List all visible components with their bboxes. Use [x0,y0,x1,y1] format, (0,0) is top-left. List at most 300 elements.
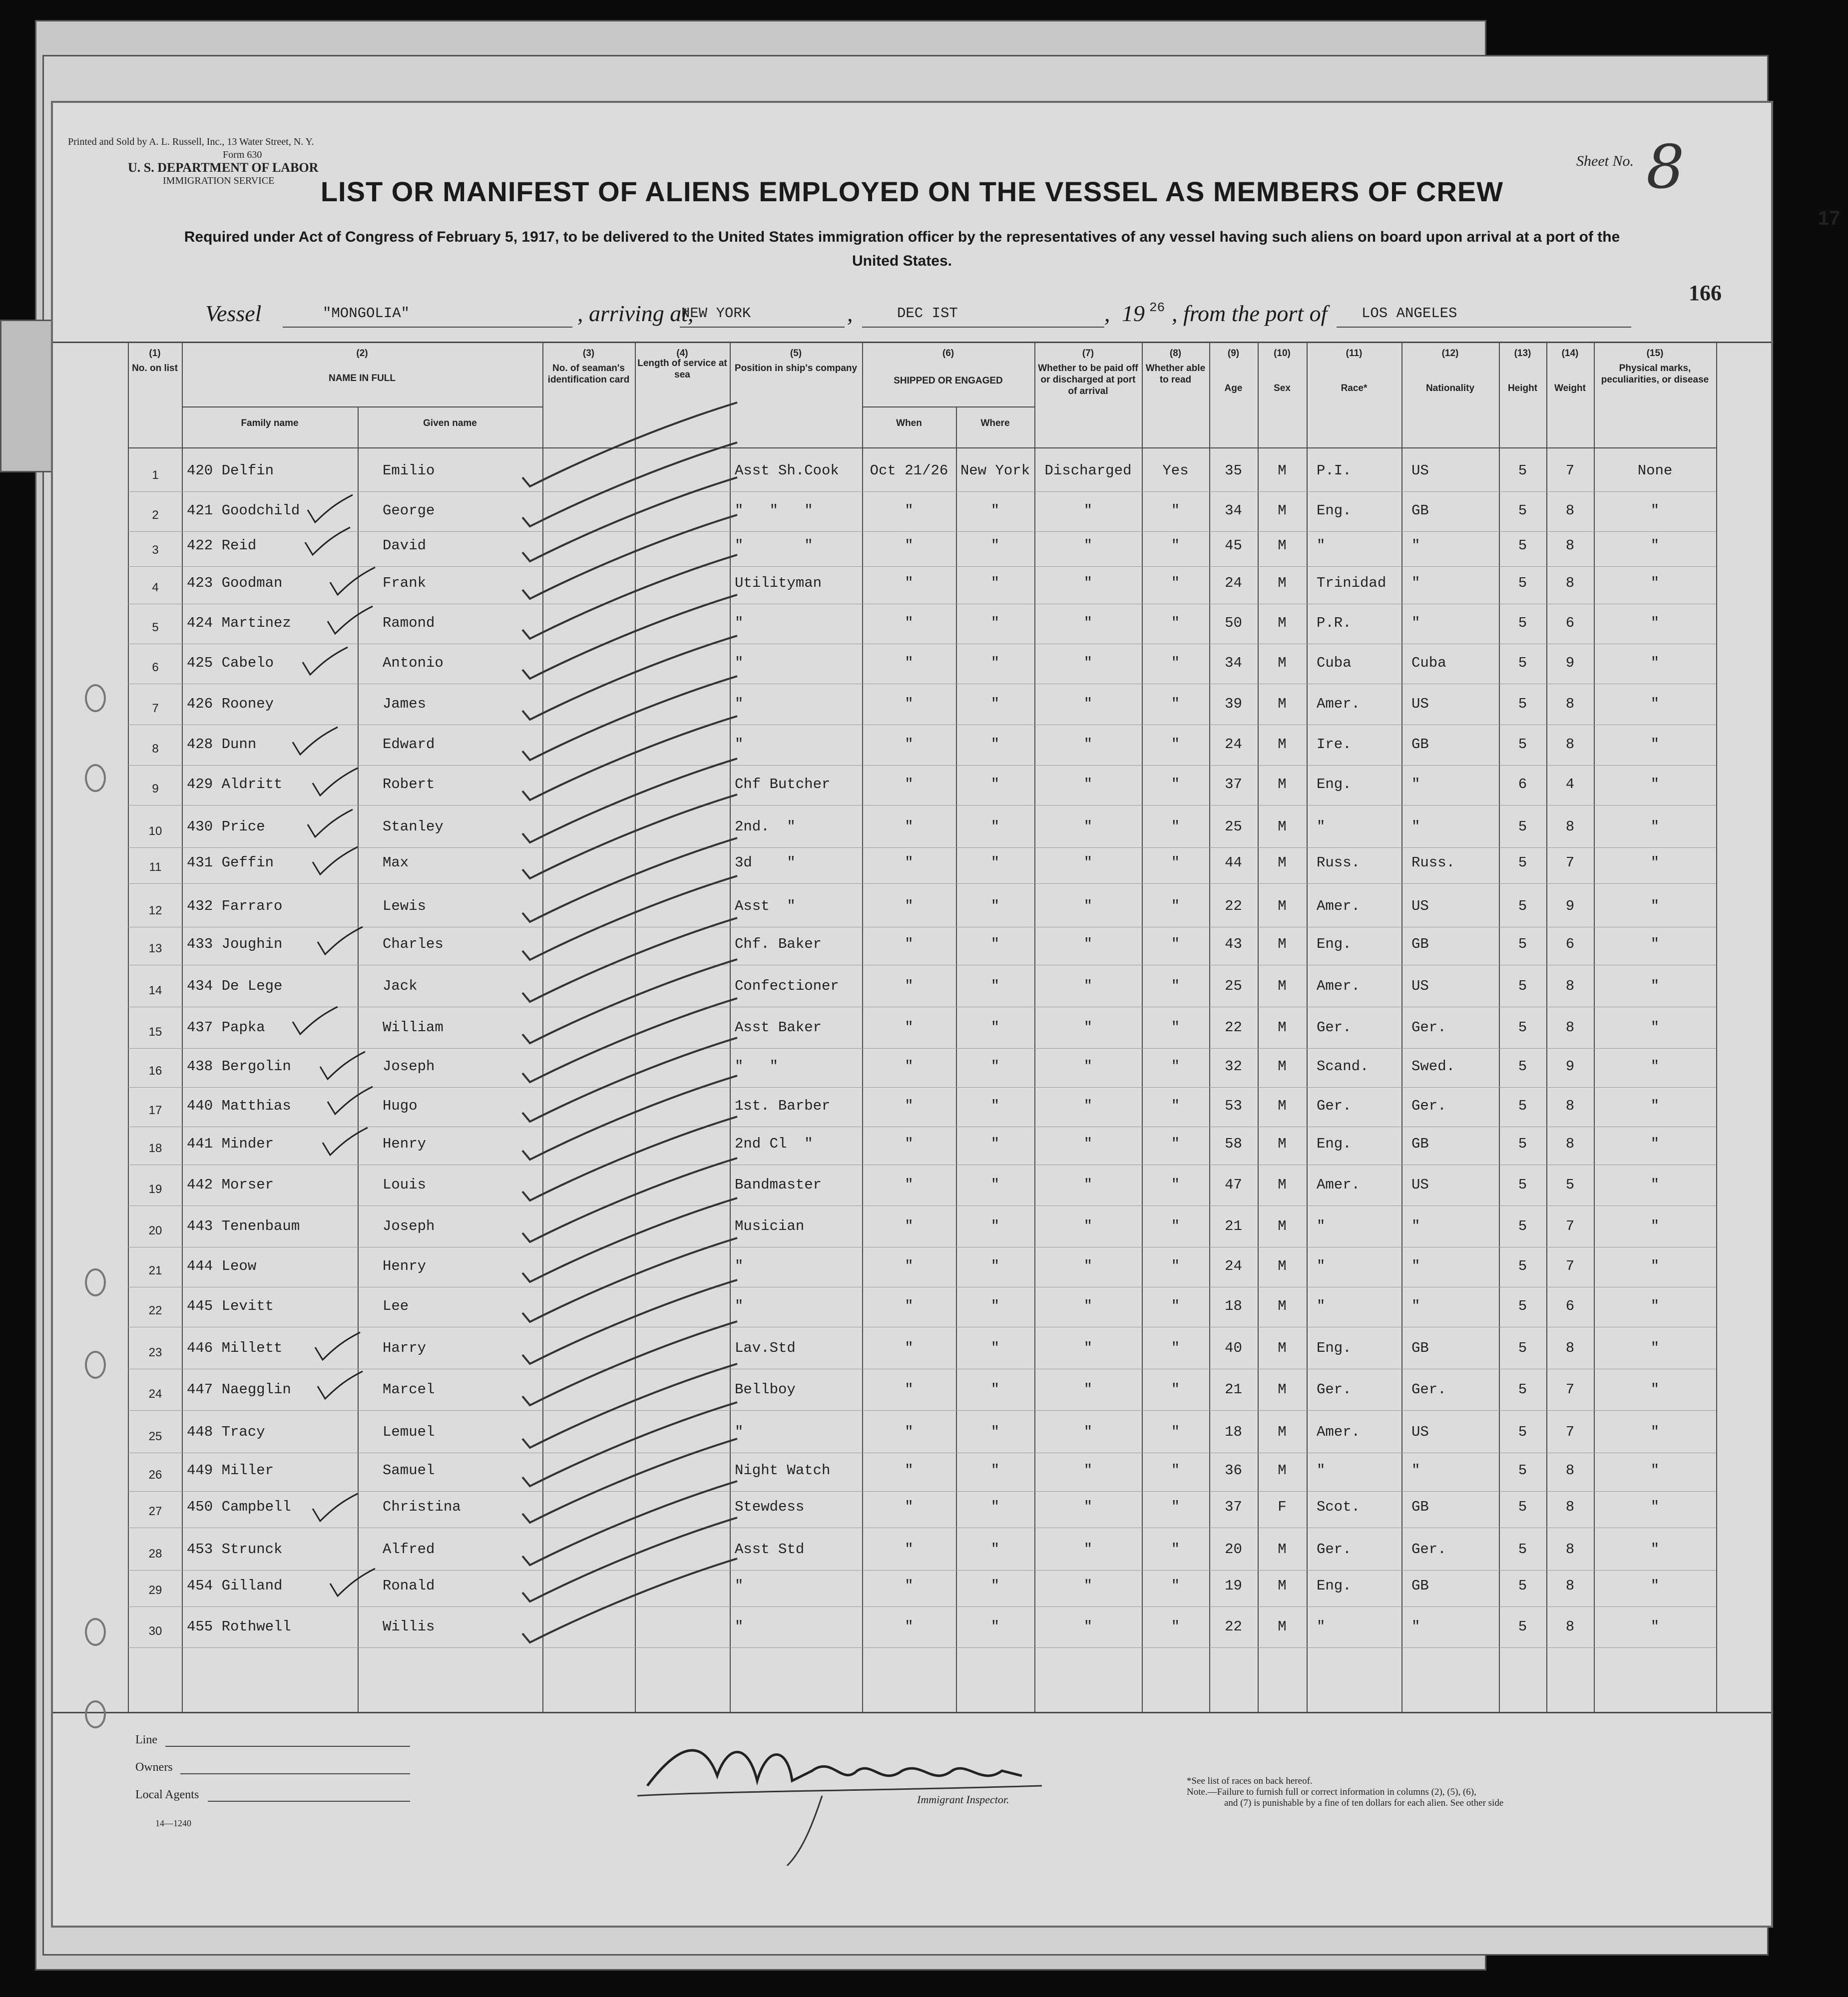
row-sex: M [1278,1298,1287,1314]
row-height: 5 [1518,1578,1527,1594]
row-race: " [1317,1618,1326,1635]
row-height: 5 [1518,502,1527,519]
row-age: 25 [1225,818,1242,835]
row-race: " [1317,1258,1326,1274]
row-paid: " [1083,655,1093,671]
row-sex: M [1278,537,1287,554]
line-number: 10 [148,824,162,838]
row-family: 447 Naegglin [187,1381,291,1398]
row-weight: 6 [1565,615,1575,631]
row-given: Willis [383,1618,435,1635]
comma-2: , [1104,301,1110,326]
row-weight: 8 [1565,978,1575,994]
department: U. S. DEPARTMENT OF LABOR [128,160,319,175]
row-when: " [905,1499,914,1515]
row-nat: " [1411,615,1420,631]
row-age: 50 [1225,615,1242,631]
row-given: Frank [383,575,427,591]
punch-hole [85,684,106,712]
row-race: " [1317,1298,1326,1314]
line-number: 30 [148,1624,162,1638]
row-position: " [735,1258,744,1274]
line-number: 26 [148,1468,162,1482]
punch-hole [85,764,106,792]
vessel-name: "MONGOLIA" [323,305,410,322]
row-age: 22 [1225,898,1242,914]
header-c4-num: (4) [676,348,688,359]
row-read: " [1171,1098,1180,1114]
row-age: 34 [1225,655,1242,671]
row-family: 421 Goodchild [187,502,300,519]
row-marks: " [1650,1618,1660,1635]
row-read: " [1171,696,1180,712]
row-when: " [905,978,914,994]
row-race: Eng. [1317,502,1352,519]
row-given: Samuel [383,1462,435,1479]
row-marks: " [1650,1058,1660,1075]
row-race: Ger. [1317,1098,1352,1114]
row-race: Cuba [1317,655,1352,671]
row-nat: " [1411,1218,1420,1234]
row-position: Chf. Baker [735,936,822,952]
row-height: 5 [1518,1258,1527,1274]
row-weight: 8 [1565,1136,1575,1152]
row-nat: GB [1411,1499,1429,1515]
row-marks: " [1650,936,1660,952]
row-age: 24 [1225,1258,1242,1274]
row-paid: " [1083,776,1093,793]
row-paid: " [1083,736,1093,753]
line-number: 17 [148,1104,162,1117]
line-number: 12 [148,904,162,917]
row-weight: 8 [1565,696,1575,712]
row-nat: GB [1411,936,1429,952]
row-sex: M [1278,1258,1287,1274]
row-paid: " [1083,1258,1093,1274]
row-family: 428 Dunn [187,736,257,753]
row-nat: Swed. [1411,1058,1455,1075]
line-number: 28 [148,1547,162,1561]
row-age: 39 [1225,696,1242,712]
row-given: Lewis [383,898,427,914]
header-c7: Whether to be paid off or discharged at port of arrival [1038,363,1138,397]
row-nat: US [1411,462,1429,479]
row-position: Asst Std [735,1541,805,1558]
row-height: 5 [1518,736,1527,753]
row-race: Eng. [1317,776,1352,793]
row-read: " [1171,1136,1180,1152]
row-weight: 5 [1565,1177,1575,1193]
row-family: 454 Gilland [187,1578,283,1594]
row-when: " [905,1578,914,1594]
row-age: 18 [1225,1424,1242,1440]
line-number: 11 [149,860,162,874]
row-when: " [905,1618,914,1635]
row-nat: GB [1411,502,1429,519]
row-marks: " [1650,1541,1660,1558]
row-when: " [905,1541,914,1558]
line-number: 2 [152,508,159,522]
row-sex: M [1278,462,1287,479]
row-family: 448 Tracy [187,1424,265,1440]
row-paid: " [1083,898,1093,914]
row-nat: GB [1411,1136,1429,1152]
row-where: " [990,696,1000,712]
row-read: " [1171,575,1180,591]
punch-hole [85,1351,106,1379]
header-c4: Length of service at sea [637,358,727,380]
row-when: " [905,537,914,554]
row-read: " [1171,1499,1180,1515]
row-nat: " [1411,1258,1420,1274]
row-position: Bandmaster [735,1177,822,1193]
header-c9-num: (9) [1227,348,1240,359]
row-sex: M [1278,736,1287,753]
row-nat: US [1411,1177,1429,1193]
row-sex: M [1278,1618,1287,1635]
row-age: 21 [1225,1218,1242,1234]
row-nat: US [1411,696,1429,712]
row-sex: M [1278,575,1287,591]
row-height: 5 [1518,1618,1527,1635]
row-age: 34 [1225,502,1242,519]
row-weight: 6 [1565,936,1575,952]
row-race: Ger. [1317,1541,1352,1558]
row-when: " [905,1298,914,1314]
row-when: " [905,1136,914,1152]
line-number: 23 [148,1346,162,1359]
row-sex: M [1278,1541,1287,1558]
row-age: 21 [1225,1381,1242,1398]
row-weight: 4 [1565,776,1575,793]
row-weight: 7 [1565,462,1575,479]
row-weight: 7 [1565,1424,1575,1440]
row-where: " [990,776,1000,793]
row-when: " [905,1019,914,1036]
row-when: " [905,1098,914,1114]
row-read: " [1171,854,1180,871]
row-where: " [990,655,1000,671]
row-paid: " [1083,537,1093,554]
row-given: Lemuel [383,1424,435,1440]
row-age: 45 [1225,537,1242,554]
row-family: 422 Reid [187,537,257,554]
row-read: " [1171,736,1180,753]
row-race: " [1317,1462,1326,1479]
line-number: 13 [148,942,162,955]
row-read: " [1171,1019,1180,1036]
row-height: 5 [1518,1136,1527,1152]
row-marks: " [1650,1424,1660,1440]
row-marks: " [1650,1381,1660,1398]
row-family: 426 Rooney [187,696,274,712]
row-marks: " [1650,736,1660,753]
line-number: 19 [148,1183,162,1196]
punch-hole [85,1268,106,1296]
row-sex: M [1278,978,1287,994]
line-number: 22 [148,1304,162,1317]
owners-underline [180,1773,410,1774]
header-c1: No. on list [132,363,178,374]
row-where: " [990,736,1000,753]
row-family: 432 Farraro [187,898,283,914]
row-race: " [1317,818,1326,835]
row-family: 437 Papka [187,1019,265,1036]
row-where: " [990,1098,1000,1114]
row-marks: " [1650,854,1660,871]
row-when: " [905,1381,914,1398]
row-read: " [1171,818,1180,835]
line-number: 15 [148,1025,162,1039]
row-where: " [990,1578,1000,1594]
row-sex: M [1278,1340,1287,1356]
row-nat: " [1411,1618,1420,1635]
line-number: 9 [152,782,159,796]
row-position: 3d " [735,854,796,871]
row-sex: M [1278,655,1287,671]
header-c11-num: (11) [1346,348,1363,359]
row-weight: 9 [1565,898,1575,914]
header-c1-num: (1) [149,348,161,359]
row-read: " [1171,1177,1180,1193]
row-when: " [905,696,914,712]
row-height: 5 [1518,1340,1527,1356]
header-c7-num: (7) [1082,348,1094,359]
row-where: " [990,615,1000,631]
row-race: Ger. [1317,1381,1352,1398]
row-height: 6 [1518,776,1527,793]
row-given: Edward [383,736,435,753]
punch-hole [85,1700,106,1728]
row-family: 433 Joughin [187,936,283,952]
note-line-1: Note.—Failure to furnish full or correct information in columns (2), (5), (6), [1187,1787,1476,1797]
row-where: " [990,1424,1000,1440]
header-c3-num: (3) [582,348,595,359]
row-paid: " [1083,615,1093,631]
row-race: Amer. [1317,978,1361,994]
row-nat: US [1411,1424,1429,1440]
row-paid: " [1083,936,1093,952]
row-where: " [990,1218,1000,1234]
row-marks: " [1650,1340,1660,1356]
row-given: Marcel [383,1381,435,1398]
row-when: " [905,1218,914,1234]
header-c5: Position in ship's company [734,363,858,374]
row-race: Eng. [1317,1578,1352,1594]
row-nat: " [1411,1462,1420,1479]
row-family: 424 Martinez [187,615,291,631]
row-where: " [990,1298,1000,1314]
from-port-label: , from the port of [1172,301,1328,326]
row-where: " [990,936,1000,952]
row-read: " [1171,1258,1180,1274]
header-c2a: Family name [241,418,299,428]
row-given: Louis [383,1177,427,1193]
row-race: Ger. [1317,1019,1352,1036]
row-paid: Discharged [1044,462,1132,479]
row-height: 5 [1518,1218,1527,1234]
row-age: 37 [1225,1499,1242,1515]
sheet-number-value: 8 [1646,133,1685,202]
row-marks: " [1650,1258,1660,1274]
row-height: 5 [1518,854,1527,871]
row-age: 43 [1225,936,1242,952]
note-races: *See list of races on back hereof. [1187,1776,1313,1786]
row-nat: US [1411,978,1429,994]
header-c12: Nationality [1425,383,1475,394]
row-weight: 8 [1565,1462,1575,1479]
line-number: 27 [148,1505,162,1518]
row-paid: " [1083,1340,1093,1356]
row-position: " " [735,1058,779,1075]
punch-hole [85,1618,106,1646]
row-where: " [990,1258,1000,1274]
row-weight: 7 [1565,1381,1575,1398]
row-sex: M [1278,502,1287,519]
arrival-port: NEW YORK [681,305,751,322]
row-paid: " [1083,1019,1093,1036]
row-read: " [1171,655,1180,671]
row-age: 18 [1225,1298,1242,1314]
row-height: 5 [1518,1098,1527,1114]
row-where: " [990,1136,1000,1152]
row-family: 443 Tenenbaum [187,1218,300,1234]
local-agents-label: Local Agents [135,1788,199,1801]
row-paid: " [1083,1218,1093,1234]
row-weight: 7 [1565,1218,1575,1234]
row-nat: " [1411,1298,1420,1314]
header-c14-num: (14) [1561,348,1579,359]
row-height: 5 [1518,936,1527,952]
line-label: Line [135,1733,157,1746]
row-where: New York [960,462,1030,479]
line-number: 5 [152,621,159,634]
row-read: " [1171,1058,1180,1075]
row-paid: " [1083,1136,1093,1152]
row-race: Amer. [1317,898,1361,914]
arrival-date: DEC IST [897,305,958,322]
row-height: 5 [1518,1424,1527,1440]
row-paid: " [1083,818,1093,835]
row-marks: " [1650,615,1660,631]
page-subtitle: Required under Act of Congress of February 5, 1917, to be delivered to the United States immigration officer by the representatives of any vessel having such aliens on board upon arrival at a port of the United States. [184,229,1620,269]
row-race: Eng. [1317,1340,1352,1356]
edge-number: 17 [1818,207,1841,229]
row-weight: 8 [1565,1618,1575,1635]
owners-label: Owners [135,1761,173,1774]
row-sex: M [1278,776,1287,793]
row-nat: Ger. [1411,1541,1446,1558]
row-given: Henry [383,1258,427,1274]
row-sex: M [1278,1058,1287,1075]
line-number: 24 [148,1387,162,1401]
row-race: P.I. [1317,462,1352,479]
row-where: " [990,818,1000,835]
line-number: 21 [148,1264,162,1277]
row-when: " [905,615,914,631]
inspector-label: Immigrant Inspector. [917,1793,1009,1806]
row-sex: M [1278,1381,1287,1398]
line-number: 25 [148,1430,162,1443]
row-where: " [990,1618,1000,1635]
row-height: 5 [1518,1541,1527,1558]
row-age: 40 [1225,1340,1242,1356]
row-given: Alfred [383,1541,435,1558]
row-given: Henry [383,1136,427,1152]
row-given: Max [383,854,409,871]
row-marks: " [1650,1136,1660,1152]
row-given: James [383,696,427,712]
row-nat: " [1411,537,1420,554]
row-read: " [1171,1578,1180,1594]
row-read: " [1171,898,1180,914]
line-number: 4 [152,581,159,594]
row-position: " [735,696,744,712]
header-c13: Height [1507,383,1538,394]
row-family: 455 Rothwell [187,1618,291,1635]
header-c6b: Where [980,418,1010,428]
row-when: " [905,736,914,753]
row-family: 444 Leow [187,1258,257,1274]
row-read: " [1171,1340,1180,1356]
row-marks: " [1650,1019,1660,1036]
row-weight: 8 [1565,537,1575,554]
row-given: Joseph [383,1058,435,1075]
row-height: 5 [1518,1462,1527,1479]
row-where: " [990,502,1000,519]
row-marks: " [1650,537,1660,554]
row-marks: " [1650,1298,1660,1314]
row-position: " [735,615,744,631]
row-weight: 8 [1565,1098,1575,1114]
row-height: 5 [1518,1177,1527,1193]
row-read: " [1171,978,1180,994]
note-line-2: and (7) is punishable by a fine of ten dollars for each alien. See other side [1224,1798,1504,1808]
row-position: Night Watch [735,1462,831,1479]
header-c9: Age [1224,383,1243,394]
row-position: Bellboy [735,1381,796,1398]
row-paid: " [1083,1578,1093,1594]
sheet-number-label: Sheet No. [1576,153,1634,169]
row-sex: M [1278,1136,1287,1152]
form-code: 14—1240 [155,1818,191,1828]
row-given: Ramond [383,615,435,631]
line-underline [165,1746,410,1747]
row-sex: M [1278,1424,1287,1440]
row-family: 429 Aldritt [187,776,283,793]
printer-line: Printed and Sold by A. L. Russell, Inc., 13 Water Street, N. Y. [68,136,314,147]
row-paid: " [1083,1381,1093,1398]
row-given: Charles [383,936,444,952]
row-family: 425 Cabelo [187,655,274,671]
row-family: 430 Price [187,818,265,835]
line-number: 8 [152,742,159,756]
row-weight: 9 [1565,655,1575,671]
row-marks: " [1650,818,1660,835]
row-family: 445 Levitt [187,1298,274,1314]
header-c8: Whether able to read [1145,363,1206,385]
row-when: " [905,818,914,835]
row-nat: Ger. [1411,1019,1446,1036]
row-read: " [1171,776,1180,793]
row-given: Antonio [383,655,444,671]
row-paid: " [1083,1541,1093,1558]
row-age: 32 [1225,1058,1242,1075]
row-where: " [990,978,1000,994]
row-race: " [1317,537,1326,554]
row-given: Harry [383,1340,427,1356]
row-height: 5 [1518,978,1527,994]
